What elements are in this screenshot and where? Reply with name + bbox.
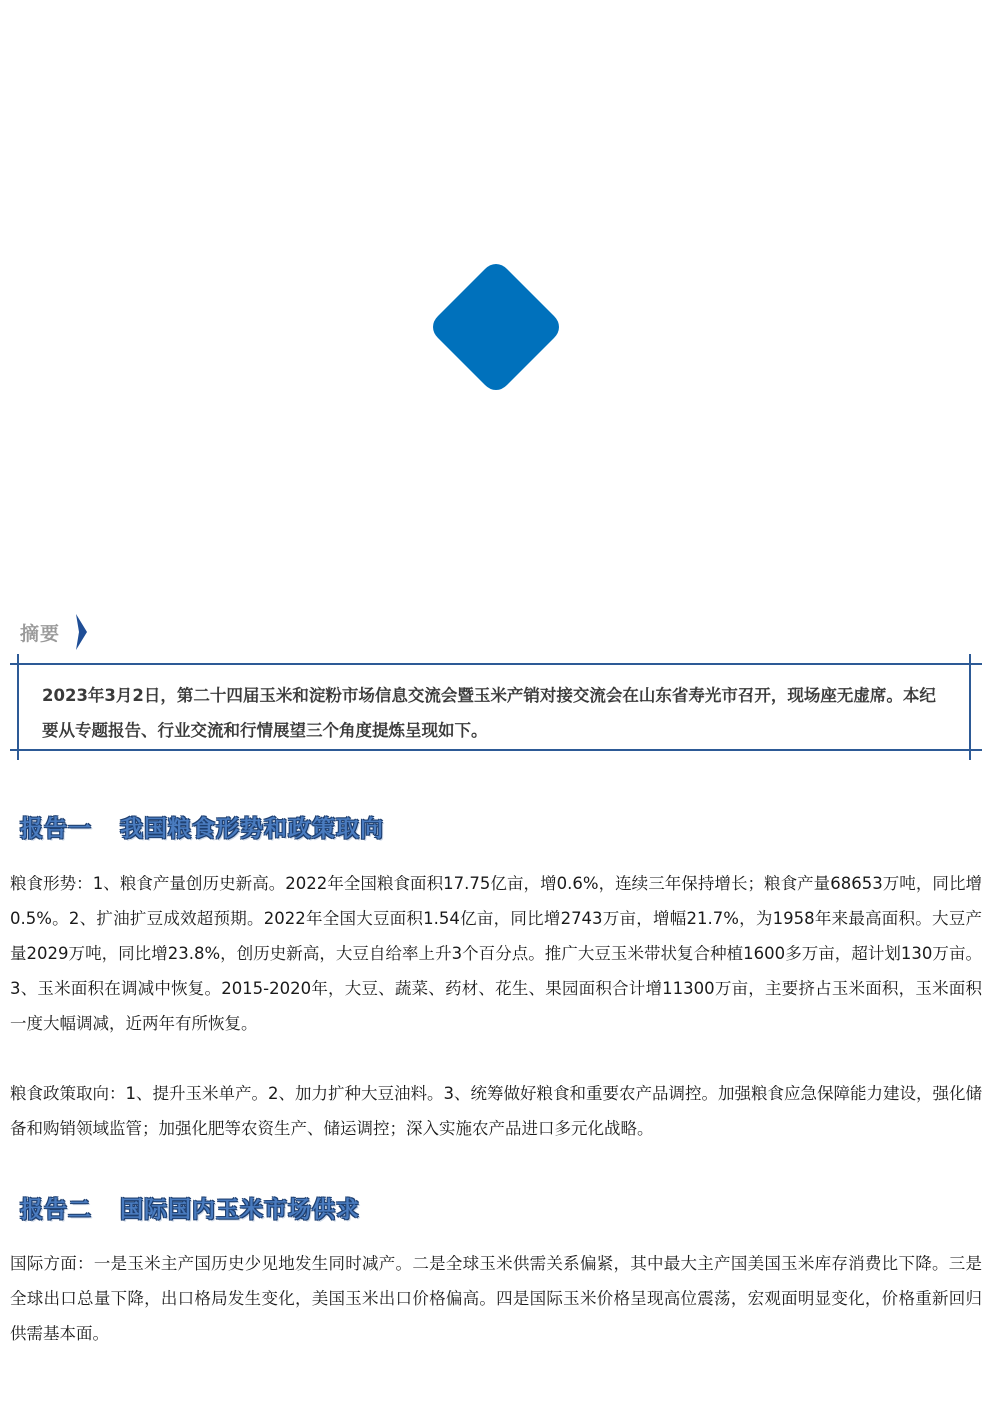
report1-paragraph-grain-situation: 粮食形势：1、粮食产量创历史新高。2022年全国粮食面积17.75亿亩，增0.6%，连续三年保持增长；粮食产量68653万吨，同比增0.5%。2、扩油扩豆成效超预期。2022年全国大豆面积1.54亿亩，同比增2743万亩，增幅21.7%，为1958年来最高面积。大豆产量2029万吨，同比增23.8%，创历史新高，大豆自给率上升3个百分点。推广大豆玉米带状复合种植1600多万亩，超计划130万亩。3、玉米面积在调减中恢复。2015-2020年，大豆、蔬菜、药材、花生、果园面积合计增11300万亩，主要挤占玉米面积，玉米面积一度大幅调减，近两年有所恢复。 <box>10 874 982 1033</box>
abstract-box <box>10 654 982 760</box>
report2-paragraph-international: 国际方面：一是玉米主产国历史少见地发生同时减产。二是全球玉米供需关系偏紧，其中最大主产国美国玉米库存消费比下降。三是全球出口总量下降，出口格局发生变化，美国玉米出口价格偏高。四是国际玉米价格呈现高位震荡，宏观面明显变化，价格重新回归供需基本面。 <box>10 1254 982 1343</box>
abstract-text: 2023年3月2日，第二十四届玉米和淀粉市场信息交流会暨玉米产销对接交流会在山东省寿光市召开，现场座无虚席。本纪要从专题报告、行业交流和行情展望三个角度提炼呈现如下。 <box>42 686 936 740</box>
report2-number: 报告二 <box>20 1197 92 1223</box>
report1-title: 我国粮食形势和政策取向 <box>120 816 384 842</box>
report1-heading <box>20 810 384 843</box>
report1-paragraph-grain-policy: 粮食政策取向：1、提升玉米单产。2、加力扩种大豆油料。3、统筹做好粮食和重要农产品调控。加强粮食应急保障能力建设，强化储备和购销领域监管；加强化肥等农资生产、储运调控；深入实施农产品进口多元化战略。 <box>10 1084 982 1138</box>
frame-line-left <box>17 654 19 760</box>
report2-heading <box>20 1191 360 1224</box>
frame-line-top <box>10 663 982 665</box>
frame-line-right <box>969 654 971 760</box>
abstract-heading <box>20 614 88 650</box>
abstract-label: 摘要 <box>20 622 61 645</box>
blue-diamond-icon <box>431 262 561 392</box>
chevron-right-icon <box>76 614 88 650</box>
report2-title: 国际国内玉米市场供求 <box>120 1197 360 1223</box>
frame-line-bottom <box>10 749 982 751</box>
report1-number: 报告一 <box>20 816 92 842</box>
